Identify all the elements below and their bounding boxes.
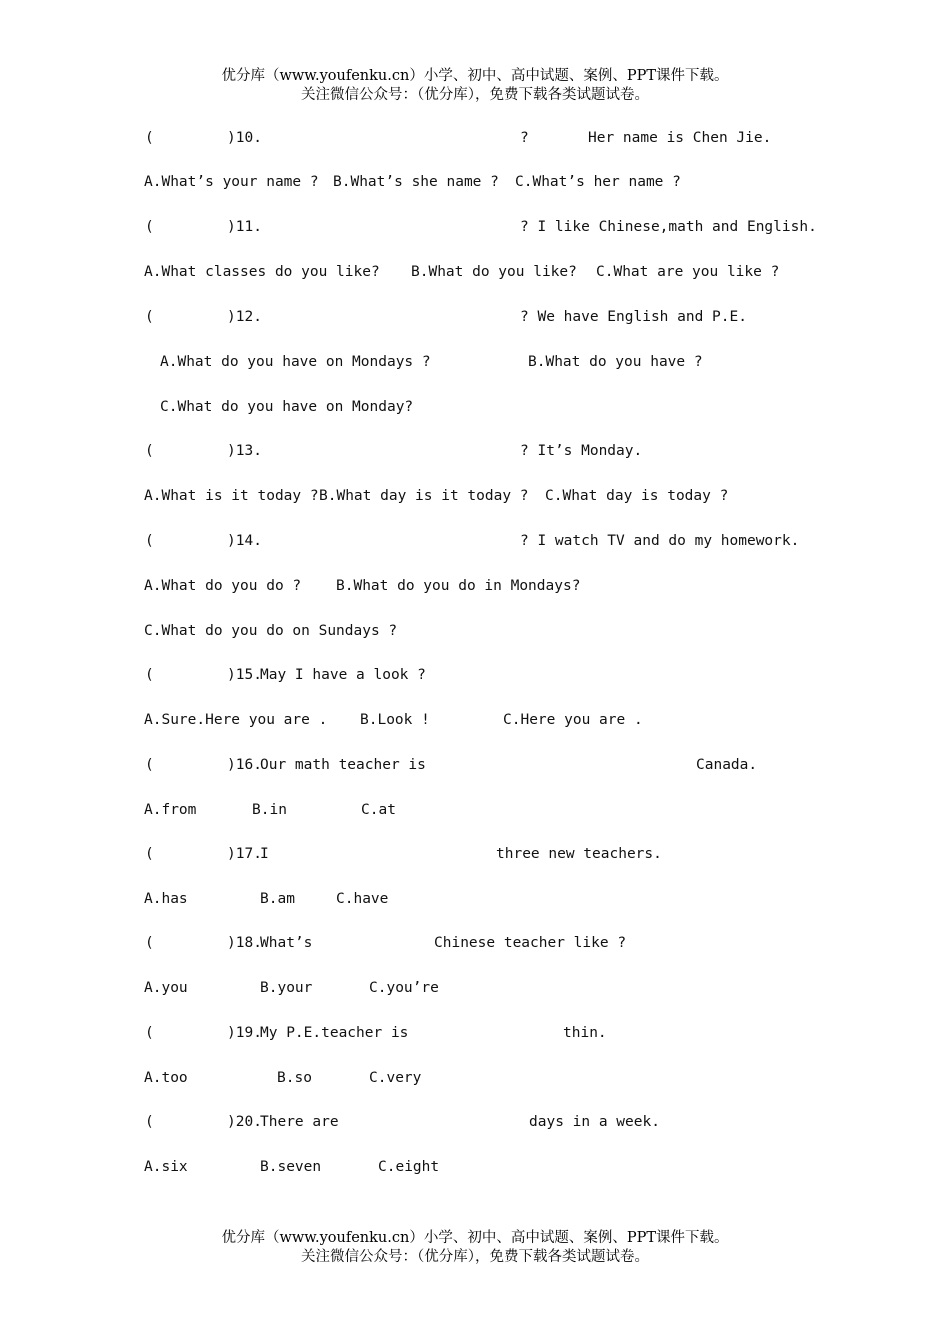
option-a: A.What’s your name ? bbox=[144, 174, 319, 190]
option-a: A.six bbox=[144, 1159, 188, 1175]
option-c: C.What do you have on Monday? bbox=[160, 399, 414, 415]
footer-line-2: 关注微信公众号：（优分库），免费下载各类试题试卷。 bbox=[301, 1249, 649, 1265]
option-c: C.at bbox=[361, 802, 396, 818]
option-c: C.very bbox=[369, 1070, 422, 1086]
option-b: B.What do you have ? bbox=[528, 354, 703, 370]
answer-bracket-open: ( bbox=[145, 130, 154, 146]
header-line-2: 关注微信公众号：（优分库），免费下载各类试题试卷。 bbox=[301, 87, 649, 103]
option-a: A.too bbox=[144, 1070, 188, 1086]
question-stem-end: thin. bbox=[563, 1025, 607, 1041]
option-b: B.What day is it today ? bbox=[319, 488, 529, 504]
option-b: B.your bbox=[260, 980, 313, 996]
question-number: )17. bbox=[227, 846, 262, 862]
option-b: B.Look ! bbox=[360, 712, 430, 728]
question-answer-text: ? We have English and P.E. bbox=[520, 309, 747, 325]
option-b: B.am bbox=[260, 891, 295, 907]
answer-bracket-open: ( bbox=[145, 1025, 154, 1041]
option-c: C.have bbox=[336, 891, 389, 907]
answer-bracket-open: ( bbox=[145, 846, 154, 862]
answer-bracket-open: ( bbox=[145, 667, 154, 683]
question-stem: There are bbox=[260, 1114, 339, 1130]
option-c: C.eight bbox=[378, 1159, 440, 1175]
option-b: B.seven bbox=[260, 1159, 322, 1175]
question-number: )13. bbox=[227, 443, 262, 459]
question-number: )15. bbox=[227, 667, 262, 683]
question-number: )10. bbox=[227, 130, 262, 146]
question-number: )16. bbox=[227, 757, 262, 773]
question-stem-end: Chinese teacher like ? bbox=[434, 935, 627, 951]
answer-bracket-open: ( bbox=[145, 533, 154, 549]
option-b: B.in bbox=[252, 802, 287, 818]
option-a: A.What do you have on Mondays ? bbox=[160, 354, 431, 370]
question-stem: I bbox=[260, 846, 269, 862]
question-answer-text: ? It’s Monday. bbox=[520, 443, 643, 459]
question-number: )19. bbox=[227, 1025, 262, 1041]
option-c: C.you’re bbox=[369, 980, 439, 996]
question-number: )20. bbox=[227, 1114, 262, 1130]
option-a: A.What do you do ? bbox=[144, 578, 302, 594]
option-b: B.What do you like? bbox=[411, 264, 577, 280]
answer-bracket-open: ( bbox=[145, 935, 154, 951]
option-c: C.What’s her name ? bbox=[515, 174, 681, 190]
header-line-1: 优分库（www.youfenku.cn）小学、初中、高中试题、案例、PPT课件下载。 bbox=[221, 68, 729, 84]
option-a: A.What is it today ? bbox=[144, 488, 319, 504]
footer-line-1: 优分库（www.youfenku.cn）小学、初中、高中试题、案例、PPT课件下载。 bbox=[221, 1230, 729, 1246]
option-a: A.What classes do you like? bbox=[144, 264, 380, 280]
option-a: A.from bbox=[144, 802, 197, 818]
question-number: )18. bbox=[227, 935, 262, 951]
question-number: )14. bbox=[227, 533, 262, 549]
option-b: B.What’s she name ? bbox=[333, 174, 499, 190]
question-stem-end: days in a week. bbox=[529, 1114, 660, 1130]
option-c: C.What day is today ? bbox=[545, 488, 729, 504]
question-answer-text: ? I watch TV and do my homework. bbox=[520, 533, 800, 549]
question-stem: May I have a look ? bbox=[260, 667, 426, 683]
question-answer-text: ? I like Chinese,math and English. bbox=[520, 219, 817, 235]
question-stem: My P.E.teacher is bbox=[260, 1025, 409, 1041]
question-number: )12. bbox=[227, 309, 262, 325]
question-stem-end: Canada. bbox=[696, 757, 758, 773]
question-answer-text: Her name is Chen Jie. bbox=[588, 130, 772, 146]
question-number: )11. bbox=[227, 219, 262, 235]
option-a: A.has bbox=[144, 891, 188, 907]
question-stem: Our math teacher is bbox=[260, 757, 426, 773]
question-mark: ? bbox=[520, 130, 529, 146]
option-c: C.Here you are . bbox=[503, 712, 643, 728]
question-stem: What’s bbox=[260, 935, 313, 951]
option-b: B.so bbox=[277, 1070, 312, 1086]
answer-bracket-open: ( bbox=[145, 1114, 154, 1130]
option-b: B.What do you do in Mondays? bbox=[336, 578, 581, 594]
option-c: C.What are you like ? bbox=[596, 264, 780, 280]
option-a: A.you bbox=[144, 980, 188, 996]
answer-bracket-open: ( bbox=[145, 309, 154, 325]
answer-bracket-open: ( bbox=[145, 219, 154, 235]
answer-bracket-open: ( bbox=[145, 443, 154, 459]
answer-bracket-open: ( bbox=[145, 757, 154, 773]
option-c: C.What do you do on Sundays ? bbox=[144, 623, 398, 639]
option-a: A.Sure.Here you are . bbox=[144, 712, 328, 728]
question-stem-end: three new teachers. bbox=[496, 846, 662, 862]
